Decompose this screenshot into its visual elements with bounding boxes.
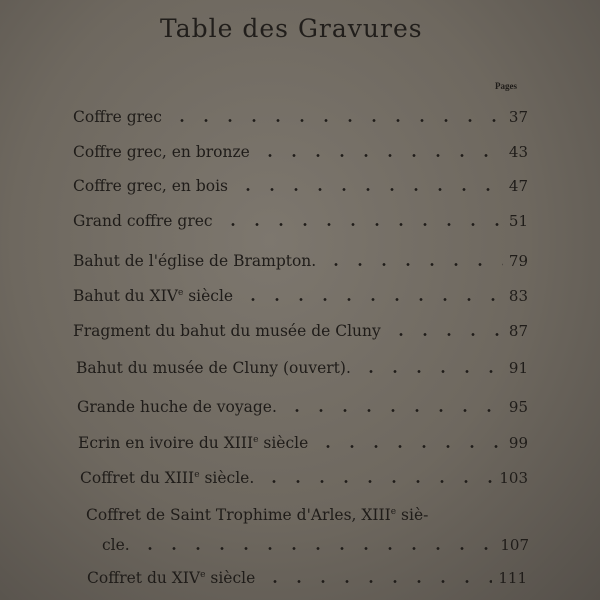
dot-leader	[258, 154, 503, 157]
toc-entry: Coffret du XIIIe siècle. 103	[80, 469, 528, 487]
page-number: 87	[508, 322, 528, 340]
toc-entry-continuation: cle. 107	[102, 536, 529, 554]
page-title: Table des Gravures	[160, 14, 423, 43]
dot-leader	[263, 580, 492, 583]
dot-leader	[285, 409, 503, 412]
page-number: 79	[508, 252, 528, 270]
page-number: 43	[508, 143, 528, 161]
dot-leader	[316, 445, 503, 448]
dot-leader	[359, 370, 503, 373]
dot-leader	[324, 263, 503, 266]
dot-leader	[170, 119, 503, 122]
toc-entry: Ecrin en ivoire du XIIIe siècle 99	[78, 434, 528, 452]
toc-entry: Grande huche de voyage. 95	[77, 398, 528, 416]
dot-leader	[241, 298, 503, 301]
toc-entry: Coffre grec, en bois 47	[73, 177, 528, 195]
page-number: 47	[508, 177, 528, 195]
toc-entry: Bahut du musée de Cluny (ouvert). 91	[76, 359, 528, 377]
toc-entry: Bahut du XIVe siècle 83	[73, 287, 528, 305]
dot-leader	[262, 480, 493, 483]
page-number: 103	[499, 469, 528, 487]
dot-leader	[236, 188, 503, 191]
toc-entry: Bahut de l'église de Brampton. 79	[73, 252, 528, 270]
page-number: 91	[508, 359, 528, 377]
page-number: 37	[508, 108, 528, 126]
toc-entry-first-line: Coffret de Saint Trophime d'Arles, XIIIe siè-	[86, 506, 429, 524]
page-number: 95	[508, 398, 528, 416]
page-number: 111	[498, 569, 527, 587]
toc-entry: Fragment du bahut du musée de Cluny 87	[73, 322, 528, 340]
pages-column-header: Pages	[495, 81, 517, 91]
dot-leader	[138, 547, 495, 550]
page-number: 99	[508, 434, 528, 452]
dot-leader	[389, 333, 503, 336]
page-number: 83	[508, 287, 528, 305]
toc-entry: Coffret du XIVe siècle 111	[87, 569, 527, 587]
page-number: 107	[500, 536, 529, 554]
toc-entry: Coffre grec, en bronze 43	[73, 143, 528, 161]
toc-entry: Coffre grec 37	[73, 108, 528, 126]
page-number: 51	[508, 212, 528, 230]
dot-leader	[221, 223, 503, 226]
toc-entry: Grand coffre grec 51	[73, 212, 528, 230]
